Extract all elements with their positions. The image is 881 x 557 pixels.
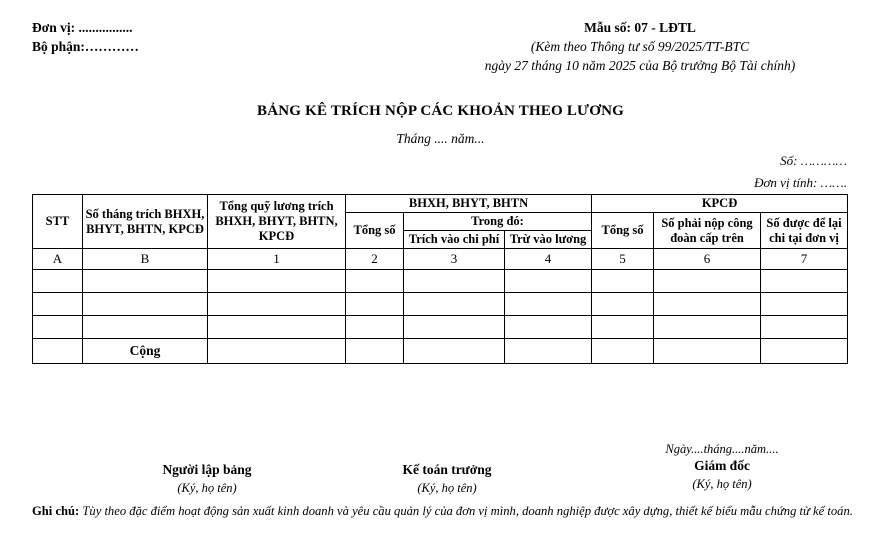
- payroll-deduction-table: [32, 194, 848, 364]
- form-ref-line-1: (Kèm theo Thông tư số 99/2025/TT-BTC: [530, 39, 750, 54]
- col-header-tru-vao-luong: Trừ vào lương: [505, 231, 592, 249]
- data-cell[interactable]: [592, 270, 654, 293]
- col-header-so-thang-trich: Số tháng trích BHXH, BHYT, BHTN, KPCĐ: [83, 195, 208, 249]
- department-label: Bộ phận:…………: [32, 39, 139, 54]
- footer-note-text: Tùy theo đặc điểm hoạt động sản xuất kinh doanh và yêu cầu quản lý của đơn vị mình, doanh nghiệp được xây dựng, thiết kế biểu mẫu chứng từ kế toán.: [79, 504, 853, 518]
- signature-preparer-role: Người lập bảng: [162, 462, 252, 477]
- meta-block: [560, 150, 847, 194]
- data-cell[interactable]: [208, 270, 346, 293]
- col-header-bhxh-tong-so: Tổng số: [346, 213, 404, 249]
- table-header-row-1: [33, 195, 848, 213]
- col-header-trich-vao-chi-phi: Trích vào chi phí: [404, 231, 505, 249]
- form-reference-block: [400, 18, 880, 75]
- data-cell[interactable]: [346, 270, 404, 293]
- data-cell[interactable]: [592, 293, 654, 316]
- data-cell[interactable]: [761, 270, 848, 293]
- table-row[interactable]: [33, 270, 848, 293]
- signature-preparer-hint: (Ký, họ tên): [177, 481, 237, 495]
- currency-unit: Đơn vị tính: …….: [754, 175, 847, 190]
- signature-chief-accountant-role: Kế toán trưởng: [402, 462, 492, 477]
- page-title: BẢNG KÊ TRÍCH NỘP CÁC KHOẢN THEO LƯƠNG: [257, 103, 624, 119]
- numbering-cell-a: A: [33, 249, 83, 270]
- col-header-tong-quy-luong: Tổng quỹ lương trích BHXH, BHYT, BHTN, KPCĐ: [208, 195, 346, 249]
- data-cell[interactable]: [404, 270, 505, 293]
- data-cell[interactable]: [208, 293, 346, 316]
- data-cell[interactable]: [592, 316, 654, 339]
- data-cell[interactable]: [404, 316, 505, 339]
- total-cell[interactable]: [761, 339, 848, 364]
- numbering-cell-5: 5: [592, 249, 654, 270]
- table-row[interactable]: [33, 293, 848, 316]
- data-cell[interactable]: [83, 316, 208, 339]
- data-cell[interactable]: [404, 293, 505, 316]
- title-period: Tháng .... năm...: [396, 131, 485, 146]
- col-header-stt: STT: [33, 195, 83, 249]
- group-header-trong-do: Trong đó:: [404, 213, 592, 231]
- col-header-kpcd-tong-so: Tổng số: [592, 213, 654, 249]
- title-section: [0, 103, 881, 147]
- signature-chief-accountant: [332, 462, 562, 496]
- numbering-cell-1: 1: [208, 249, 346, 270]
- data-cell[interactable]: [33, 270, 83, 293]
- unit-info-block: [32, 18, 139, 56]
- data-cell[interactable]: [346, 316, 404, 339]
- data-cell[interactable]: [505, 316, 592, 339]
- signature-director-hint: (Ký, họ tên): [692, 477, 752, 491]
- data-cell[interactable]: [83, 293, 208, 316]
- form-number: Mẫu số: 07 - LĐTL: [584, 20, 696, 35]
- col-header-so-phai-nop: Số phải nộp công đoàn cấp trên: [654, 213, 761, 249]
- total-cell[interactable]: [505, 339, 592, 364]
- data-cell[interactable]: [83, 270, 208, 293]
- numbering-cell-7: 7: [761, 249, 848, 270]
- data-cell[interactable]: [346, 293, 404, 316]
- signature-date-line: Ngày....tháng....năm....: [665, 442, 779, 456]
- data-cell[interactable]: [505, 293, 592, 316]
- form-ref-line-2: ngày 27 tháng 10 năm 2025 của Bộ trưởng Bộ Tài chính): [484, 58, 796, 73]
- numbering-cell-b: B: [83, 249, 208, 270]
- data-cell[interactable]: [654, 316, 761, 339]
- data-cell[interactable]: [33, 316, 83, 339]
- table-total-row[interactable]: [33, 339, 848, 364]
- footer-note: [32, 502, 857, 520]
- main-table-wrapper: [32, 194, 847, 364]
- total-row-label: Cộng: [83, 339, 208, 364]
- data-cell[interactable]: [761, 293, 848, 316]
- table-row[interactable]: [33, 316, 848, 339]
- data-cell[interactable]: [208, 316, 346, 339]
- data-cell[interactable]: [654, 270, 761, 293]
- total-cell[interactable]: [654, 339, 761, 364]
- table-numbering-row: [33, 249, 848, 270]
- document-header: [0, 18, 881, 88]
- data-cell[interactable]: [654, 293, 761, 316]
- signature-preparer: [92, 462, 322, 496]
- total-cell[interactable]: [404, 339, 505, 364]
- signature-section: [32, 440, 847, 500]
- numbering-cell-3: 3: [404, 249, 505, 270]
- signature-director-role: Giám đốc: [694, 458, 750, 473]
- total-row-stt-cell: [33, 339, 83, 364]
- numbering-cell-4: 4: [505, 249, 592, 270]
- total-cell[interactable]: [208, 339, 346, 364]
- document-number: Số: …………: [780, 153, 847, 168]
- group-header-kpcd: KPCĐ: [592, 195, 848, 213]
- signature-chief-accountant-hint: (Ký, họ tên): [417, 481, 477, 495]
- unit-label: Đơn vị: ................: [32, 20, 133, 35]
- total-cell[interactable]: [346, 339, 404, 364]
- numbering-cell-6: 6: [654, 249, 761, 270]
- group-header-bhxh: BHXH, BHYT, BHTN: [346, 195, 592, 213]
- data-cell[interactable]: [33, 293, 83, 316]
- col-header-so-duoc-de-lai: Số được để lại chi tại đơn vị: [761, 213, 848, 249]
- footer-note-label: Ghi chú:: [32, 504, 80, 518]
- signature-director: [602, 442, 842, 492]
- numbering-cell-2: 2: [346, 249, 404, 270]
- data-cell[interactable]: [505, 270, 592, 293]
- total-cell[interactable]: [592, 339, 654, 364]
- data-cell[interactable]: [761, 316, 848, 339]
